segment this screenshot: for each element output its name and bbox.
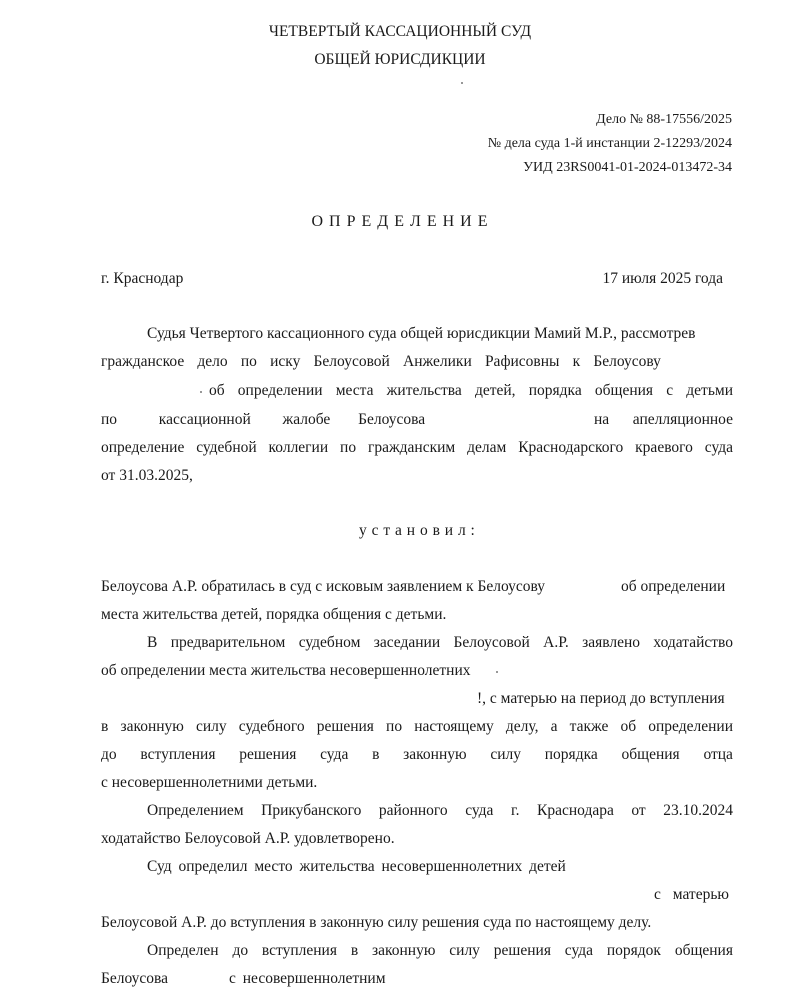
case-number: Дело № 88-17556/2025	[596, 112, 732, 127]
body-p2-line-5	[101, 745, 733, 765]
word: в	[372, 746, 380, 763]
body-p2-line-4: в законную силу судебного решения по настоящему делу, а также об определении	[101, 718, 733, 735]
word: отца	[703, 746, 733, 763]
word: Белоусову	[593, 353, 661, 370]
word: гражданское	[101, 353, 185, 370]
body-p4-line-2: с матерью	[654, 886, 729, 903]
established-heading: у с т а н о в и л :	[359, 522, 476, 539]
body-p1-line-1b: об определении	[621, 578, 726, 595]
first-instance-number: № дела суда 1-й инстанции 2-12293/2024	[487, 136, 732, 151]
word: жалобе	[282, 411, 331, 428]
intro-line-4-right	[594, 410, 733, 430]
body-p4-line-1: Суд определил место жительства несовершеннолетних детей	[147, 858, 566, 875]
word: на	[594, 411, 610, 428]
body-p1-line-1a: Белоусова А.Р. обратилась в суд с исковым заявлением к Белоусову	[101, 578, 546, 595]
word: решения	[239, 746, 297, 763]
word: дело	[197, 353, 228, 370]
body-p2-line-6: с несовершеннолетними детьми.	[101, 774, 318, 791]
body-p3-line-2: ходатайство Белоусовой А.Р. удовлетворено.	[101, 830, 395, 847]
scan-speck	[200, 391, 202, 393]
word: апелляционное	[632, 411, 733, 428]
place: г. Краснодар	[101, 270, 184, 287]
intro-line-2	[101, 352, 661, 372]
intro-line-3: об определении места жительства детей, порядка общения с детьми	[209, 382, 733, 399]
word: Белоусовой	[313, 353, 390, 370]
document-date: 17 июля 2025 года	[602, 270, 723, 287]
word: до	[101, 746, 117, 763]
word: по	[240, 353, 257, 370]
word: порядка	[544, 746, 598, 763]
word: иску	[270, 353, 301, 370]
body-p5-line-1: Определен до вступления в законную силу решения суда порядок общения	[147, 942, 733, 959]
word: вступления	[140, 746, 216, 763]
intro-line-6: от 31.03.2025,	[101, 467, 193, 484]
body-p1-line-2: места жительства детей, порядка общения с детьми.	[101, 606, 447, 623]
body-p4-line-3: Белоусовой А.Р. до вступления в законную силу решения суда по настоящему делу.	[101, 914, 652, 931]
word: силу	[490, 746, 522, 763]
body-p5-line-2b: с несовершеннолетним	[229, 970, 386, 987]
word: Белоусова	[358, 411, 426, 428]
word: законную	[403, 746, 467, 763]
body-p2-line-2: об определении места жительства несовершеннолетних	[101, 662, 471, 679]
word: к	[572, 353, 581, 370]
body-p5-line-2a: Белоусова	[101, 970, 169, 987]
intro-line-1: Судья Четвертого кассационного суда общей юрисдикции Мамий М.Р., рассмотрев	[147, 325, 696, 342]
word: Рафисовны	[484, 353, 560, 370]
body-p2-line-1: В предварительном судебном заседании Белоусовой А.Р. заявлено ходатайство	[147, 634, 733, 651]
court-name-line-2: ОБЩЕЙ ЮРИСДИКЦИИ	[314, 51, 486, 68]
word: суда	[320, 746, 349, 763]
case-uid: УИД 23RS0041-01-2024-013472-34	[523, 160, 732, 175]
court-name-line-1: ЧЕТВЕРТЫЙ КАССАЦИОННЫЙ СУД	[268, 23, 532, 40]
intro-line-5: определение судебной коллегии по гражданским делам Краснодарского краевого суда	[101, 439, 733, 456]
word: по	[101, 411, 118, 428]
scan-speck	[461, 82, 463, 84]
body-p3-line-1: Определением Прикубанского районного суда г. Краснодара от 23.10.2024	[147, 802, 733, 819]
word: кассационной	[158, 411, 251, 428]
body-p2-line-3: !, с матерью на период до вступления	[477, 690, 725, 707]
document-title: О П Р Е Д Е Л Е Н И Е	[311, 213, 489, 230]
scan-speck	[496, 671, 498, 673]
word: Анжелики	[403, 353, 472, 370]
word: общения	[621, 746, 680, 763]
intro-line-4-left	[101, 410, 425, 430]
